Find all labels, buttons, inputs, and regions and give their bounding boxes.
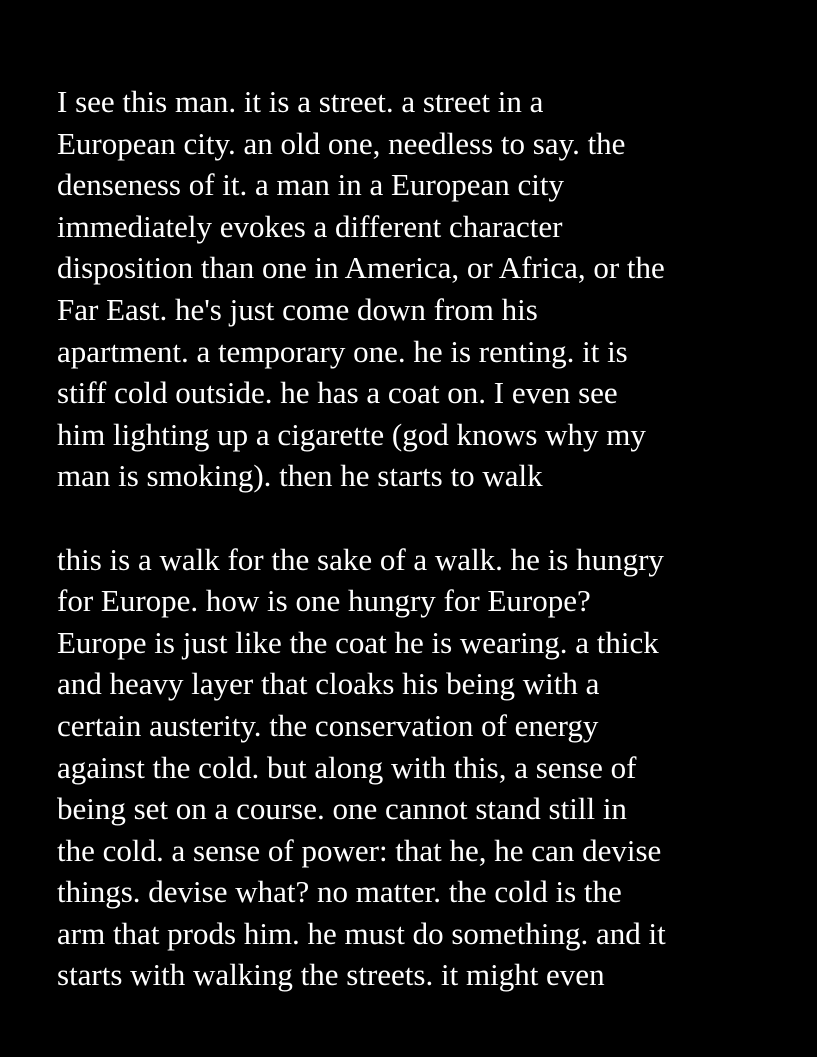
text-line: and heavy layer that cloaks his being with a xyxy=(57,666,600,702)
text-line: arm that prods him. he must do something. and it xyxy=(57,915,666,951)
text-line: man is smoking). then he starts to walk xyxy=(57,458,543,494)
paragraph-gap xyxy=(57,497,797,539)
text-line: things. devise what? no matter. the cold is the xyxy=(57,874,622,910)
text-line: being set on a course. one cannot stand still in xyxy=(57,791,627,827)
paragraph-2 xyxy=(57,539,797,997)
text-line: certain austerity. the conservation of energy xyxy=(57,707,599,743)
text-line: against the cold. but along with this, a sense of xyxy=(57,749,637,785)
text-line: starts with walking the streets. it might even xyxy=(57,957,605,993)
text-line: Europe is just like the coat he is wearing. a thick xyxy=(57,624,659,660)
text-line: this is a walk for the sake of a walk. he is hungry xyxy=(57,541,664,577)
text-line: immediately evokes a different character xyxy=(57,208,563,244)
text-line: I see this man. it is a street. a street in a xyxy=(57,84,544,119)
paragraph-1 xyxy=(57,81,797,497)
text-line: the cold. a sense of power: that he, he can devise xyxy=(57,832,662,868)
text-line: stiff cold outside. he has a coat on. I even see xyxy=(57,375,618,411)
text-line: apartment. a temporary one. he is renting. it is xyxy=(57,333,628,369)
text-line: European city. an old one, needless to say. the xyxy=(57,125,626,161)
text-line: disposition than one in America, or Africa, or the xyxy=(57,250,665,286)
text-line: denseness of it. a man in a European city xyxy=(57,167,565,203)
document-body xyxy=(57,81,797,996)
text-line: for Europe. how is one hungry for Europe? xyxy=(57,583,591,619)
text-line: Far East. he's just come down from his xyxy=(57,291,538,327)
text-line: him lighting up a cigarette (god knows why my xyxy=(57,416,646,452)
